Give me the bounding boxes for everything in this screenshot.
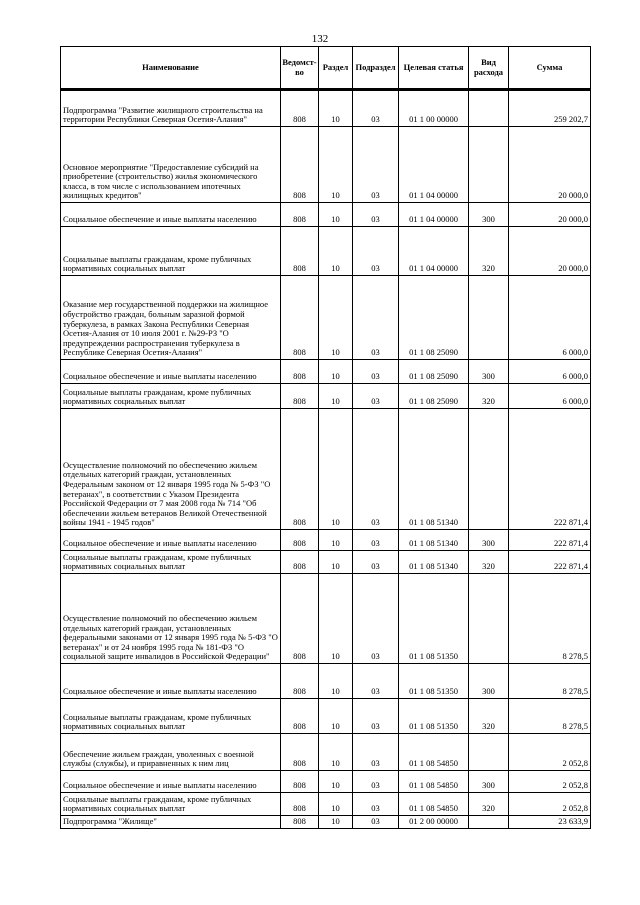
row-section: 10 [319, 276, 353, 360]
row-name: Социальное обеспечение и иные выплаты населению [61, 360, 281, 384]
row-name: Социальное обеспечение и иные выплаты населению [61, 664, 281, 699]
row-dept: 808 [281, 127, 319, 203]
row-target: 01 1 08 51350 [399, 699, 469, 734]
row-target: 01 1 08 51350 [399, 664, 469, 699]
row-section: 10 [319, 551, 353, 574]
row-section: 10 [319, 699, 353, 734]
row-subsection: 03 [353, 227, 399, 276]
row-dept: 808 [281, 574, 319, 664]
row-dept: 808 [281, 530, 319, 551]
row-name: Осуществление полномочий по обеспечению жильем отдельных категорий граждан, установленных федеральными законами от 12 января 1995 года № 5-ФЗ "О ветеранах" и от 24 ноября 1995 года № 181-ФЗ "О социальной защите инвалидов в Российской Федерации" [61, 574, 281, 664]
table-row [61, 793, 591, 816]
table-row [61, 227, 591, 276]
row-sum: 6 000,0 [509, 360, 591, 384]
table-row [61, 816, 591, 829]
row-name: Основное мероприятие "Предоставление субсидий на приобретение (строительство) жилья экономического класса, в том числе с использованием ипотечных жилищных кредитов" [61, 127, 281, 203]
header-subsection: Подраздел [353, 47, 399, 90]
row-expense: 300 [469, 360, 509, 384]
row-target: 01 1 08 51350 [399, 574, 469, 664]
row-expense [469, 574, 509, 664]
row-section: 10 [319, 409, 353, 530]
row-sum: 2 052,8 [509, 793, 591, 816]
row-sum: 222 871,4 [509, 530, 591, 551]
row-dept: 808 [281, 551, 319, 574]
table-row [61, 530, 591, 551]
row-dept: 808 [281, 771, 319, 793]
row-section: 10 [319, 384, 353, 409]
header-dept: Ведомст-во [281, 47, 319, 90]
row-target: 01 1 08 51340 [399, 530, 469, 551]
row-name: Социальные выплаты гражданам, кроме публичных нормативных социальных выплат [61, 551, 281, 574]
row-target: 01 1 04 00000 [399, 227, 469, 276]
row-subsection: 03 [353, 90, 399, 127]
row-target: 01 1 08 54850 [399, 771, 469, 793]
row-subsection: 03 [353, 530, 399, 551]
row-expense: 300 [469, 203, 509, 227]
row-sum: 2 052,8 [509, 771, 591, 793]
row-name: Подпрограмма "Жилище" [61, 816, 281, 829]
row-sum: 2 052,8 [509, 734, 591, 771]
row-expense: 320 [469, 551, 509, 574]
table-row [61, 276, 591, 360]
row-dept: 808 [281, 699, 319, 734]
row-dept: 808 [281, 203, 319, 227]
row-target: 01 1 04 00000 [399, 127, 469, 203]
row-sum: 20 000,0 [509, 227, 591, 276]
header-section: Раздел [319, 47, 353, 90]
row-section: 10 [319, 127, 353, 203]
row-dept: 808 [281, 409, 319, 530]
row-subsection: 03 [353, 551, 399, 574]
row-expense: 300 [469, 664, 509, 699]
table-row [61, 127, 591, 203]
row-target: 01 1 08 25090 [399, 276, 469, 360]
row-name: Социальное обеспечение и иные выплаты населению [61, 530, 281, 551]
header-target: Целевая статья [399, 47, 469, 90]
table-row [61, 384, 591, 409]
page-number: 132 [311, 33, 329, 45]
row-expense: 300 [469, 530, 509, 551]
row-sum: 222 871,4 [509, 551, 591, 574]
table-row [61, 574, 591, 664]
row-expense [469, 127, 509, 203]
row-name: Социальные выплаты гражданам, кроме публичных нормативных социальных выплат [61, 227, 281, 276]
table-row [61, 409, 591, 530]
row-expense: 320 [469, 699, 509, 734]
row-subsection: 03 [353, 127, 399, 203]
row-expense [469, 276, 509, 360]
row-section: 10 [319, 771, 353, 793]
row-section: 10 [319, 360, 353, 384]
row-target: 01 1 08 54850 [399, 793, 469, 816]
table-row [61, 203, 591, 227]
row-name: Социальные выплаты гражданам, кроме публичных нормативных социальных выплат [61, 699, 281, 734]
row-section: 10 [319, 734, 353, 771]
row-name: Осуществление полномочий по обеспечению жильем отдельных категорий граждан, установленных Федеральным законом от 12 января 1995 года № 5-ФЗ "О ветеранах", в соответствии с Указом Президента Российской Федерации от 7 мая 2008 года № 714 "Об обеспечении жильем ветеранов Великой Отечественной войны 1941 - 1945 годов" [61, 409, 281, 530]
row-section: 10 [319, 574, 353, 664]
row-subsection: 03 [353, 664, 399, 699]
row-target: 01 1 08 51340 [399, 409, 469, 530]
row-name: Социальное обеспечение и иные выплаты населению [61, 771, 281, 793]
row-target: 01 1 08 25090 [399, 384, 469, 409]
row-expense: 320 [469, 384, 509, 409]
row-name: Социальные выплаты гражданам, кроме публичных нормативных социальных выплат [61, 793, 281, 816]
row-sum: 222 871,4 [509, 409, 591, 530]
row-sum: 8 278,5 [509, 699, 591, 734]
header-name: Наименование [61, 47, 281, 90]
row-name: Социальные выплаты гражданам, кроме публичных нормативных социальных выплат [61, 384, 281, 409]
row-expense [469, 816, 509, 829]
row-expense: 320 [469, 227, 509, 276]
row-subsection: 03 [353, 793, 399, 816]
table-header-row [61, 47, 591, 90]
budget-table [60, 46, 591, 829]
row-expense [469, 90, 509, 127]
row-expense [469, 734, 509, 771]
row-section: 10 [319, 816, 353, 829]
row-section: 10 [319, 530, 353, 551]
header-expense: Вид расхода [469, 47, 509, 90]
row-section: 10 [319, 793, 353, 816]
row-sum: 259 202,7 [509, 90, 591, 127]
row-sum: 6 000,0 [509, 384, 591, 409]
row-dept: 808 [281, 276, 319, 360]
row-subsection: 03 [353, 384, 399, 409]
table-row [61, 360, 591, 384]
row-name: Социальное обеспечение и иные выплаты населению [61, 203, 281, 227]
row-dept: 808 [281, 227, 319, 276]
row-name: Обеспечение жильем граждан, уволенных с военной службы (службы), и приравненных к ним лиц [61, 734, 281, 771]
row-sum: 8 278,5 [509, 574, 591, 664]
row-dept: 808 [281, 384, 319, 409]
row-dept: 808 [281, 664, 319, 699]
row-name: Подпрограмма "Развитие жилищного строительства на территории Республики Северная Осетия-Алания" [61, 90, 281, 127]
row-expense: 300 [469, 771, 509, 793]
row-subsection: 03 [353, 409, 399, 530]
row-subsection: 03 [353, 699, 399, 734]
row-section: 10 [319, 203, 353, 227]
row-target: 01 1 04 00000 [399, 203, 469, 227]
row-target: 01 1 08 54850 [399, 734, 469, 771]
table-row [61, 699, 591, 734]
row-sum: 23 633,9 [509, 816, 591, 829]
row-subsection: 03 [353, 816, 399, 829]
row-dept: 808 [281, 734, 319, 771]
row-section: 10 [319, 90, 353, 127]
row-subsection: 03 [353, 276, 399, 360]
row-subsection: 03 [353, 771, 399, 793]
row-name: Оказание мер государственной поддержки на жилищное обустройство граждан, больным заразной формой туберкулеза, в рамках Закона Республики Северная Осетия-Алания от 10 июля 2001 г. №29-РЗ "О предупреждении распространения туберкулеза в Республике Северная Осетия-Алания" [61, 276, 281, 360]
row-target: 01 1 08 25090 [399, 360, 469, 384]
row-subsection: 03 [353, 734, 399, 771]
row-sum: 6 000,0 [509, 276, 591, 360]
row-subsection: 03 [353, 360, 399, 384]
row-target: 01 1 08 51340 [399, 551, 469, 574]
row-subsection: 03 [353, 574, 399, 664]
row-dept: 808 [281, 816, 319, 829]
table-row [61, 734, 591, 771]
table-row [61, 551, 591, 574]
row-subsection: 03 [353, 203, 399, 227]
row-expense: 320 [469, 793, 509, 816]
header-sum: Сумма [509, 47, 591, 90]
row-dept: 808 [281, 90, 319, 127]
row-expense [469, 409, 509, 530]
row-section: 10 [319, 227, 353, 276]
row-sum: 8 278,5 [509, 664, 591, 699]
row-dept: 808 [281, 793, 319, 816]
row-sum: 20 000,0 [509, 127, 591, 203]
table-row [61, 664, 591, 699]
row-target: 01 1 00 00000 [399, 90, 469, 127]
row-sum: 20 000,0 [509, 203, 591, 227]
row-target: 01 2 00 00000 [399, 816, 469, 829]
row-section: 10 [319, 664, 353, 699]
table-row [61, 771, 591, 793]
row-dept: 808 [281, 360, 319, 384]
table-row [61, 90, 591, 127]
